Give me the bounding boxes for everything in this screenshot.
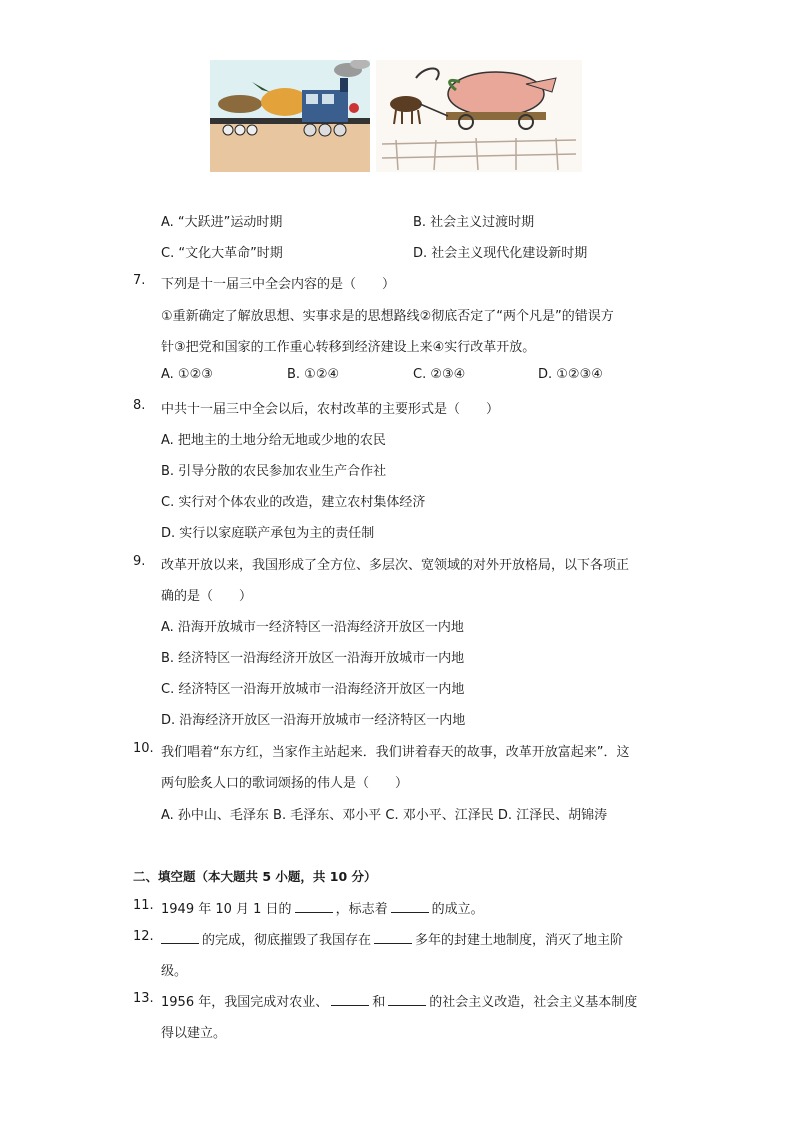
question-number: 8. (133, 398, 146, 413)
q9-stem-line2: 确的是（ ） (161, 589, 253, 604)
q7-statement-line1: ①重新确定了解放思想、实事求是的思想路线②彻底否定了“两个凡是”的错误方 (161, 309, 614, 324)
q9-option-b[interactable]: B. 经济特区一沿海经济开放区一沿海开放城市一内地 (161, 651, 465, 666)
q8-option-b[interactable]: B. 引导分散的农民参加农业生产合作社 (161, 464, 387, 479)
question-number: 9. (133, 554, 146, 569)
answer-blank[interactable] (295, 900, 333, 913)
q12-line2: 级。 (161, 964, 188, 979)
q9-option-c[interactable]: C. 经济特区一沿海开放城市一沿海经济开放区一内地 (161, 682, 465, 697)
q10-stem-line1: 我们唱着“东方红，当家作主站起来．我们讲着春天的故事，改革开放富起来”．这 (161, 745, 630, 760)
poster-cart-image (376, 60, 582, 176)
q7-option-a[interactable]: A. ①②③ (161, 367, 213, 382)
q7-option-b[interactable]: B. ①②④ (287, 367, 340, 382)
answer-blank[interactable] (388, 993, 426, 1006)
q13-text-2: 和 (372, 995, 386, 1010)
question-number: 7. (133, 273, 146, 288)
q13-line1 (161, 991, 637, 1010)
question-number: 13. (133, 991, 154, 1006)
answer-blank[interactable] (161, 931, 199, 944)
question-number: 12. (133, 929, 154, 944)
poster-train-image (210, 60, 370, 176)
q8-option-d[interactable]: D. 实行以家庭联产承包为主的责任制 (161, 526, 375, 541)
q12-text-2: 多年的封建土地制度，消灭了地主阶 (415, 933, 624, 948)
q13-line2: 得以建立。 (161, 1026, 227, 1041)
q11-text-2: ，标志着 (335, 902, 388, 917)
q7-statement-line2: 针③把党和国家的工作重心转移到经济建设上来④实行改革开放。 (161, 340, 536, 355)
q7-option-c[interactable]: C. ②③④ (413, 367, 466, 382)
answer-blank[interactable] (331, 993, 369, 1006)
q10-options[interactable]: A. 孙中山、毛泽东 B. 毛泽东、邓小平 C. 邓小平、江泽民 D. 江泽民、胡锦涛 (161, 808, 608, 823)
section-title: 二、填空题（本大题共 5 小题，共 10 分） (133, 869, 377, 884)
q6-option-b[interactable]: B. 社会主义过渡时期 (413, 215, 535, 230)
q11-text-3: 的成立。 (431, 902, 484, 917)
q8-option-a[interactable]: A. 把地主的土地分给无地或少地的农民 (161, 433, 386, 448)
q6-option-a[interactable]: A. “大跃进”运动时期 (161, 215, 283, 230)
q6-option-d[interactable]: D. 社会主义现代化建设新时期 (413, 246, 588, 261)
q11-text-1: 1949 年 10 月 1 日的 (161, 902, 292, 917)
q9-option-a[interactable]: A. 沿海开放城市一经济特区一沿海经济开放区一内地 (161, 620, 464, 635)
q9-option-d[interactable]: D. 沿海经济开放区一沿海开放城市一经济特区一内地 (161, 713, 466, 728)
q7-stem: 下列是十一届三中全会内容的是（ ） (161, 277, 396, 292)
q8-option-c[interactable]: C. 实行对个体农业的改造，建立农村集体经济 (161, 495, 426, 510)
q12-text-1: 的完成，彻底摧毁了我国存在 (202, 933, 372, 948)
answer-blank[interactable] (374, 931, 412, 944)
q13-text-3: 的社会主义改造，社会主义基本制度 (429, 995, 638, 1010)
q11-line (161, 898, 484, 917)
answer-blank[interactable] (391, 900, 429, 913)
q7-option-d[interactable]: D. ①②③④ (538, 367, 603, 382)
q9-stem-line1: 改革开放以来，我国形成了全方位、多层次、宽领域的对外开放格局，以下各项正 (161, 558, 630, 573)
q10-stem-line2: 两句脍炙人口的歌词颂扬的伟人是（ ） (161, 776, 409, 791)
q13-text-1: 1956 年，我国完成对农业、 (161, 995, 329, 1010)
q8-stem: 中共十一届三中全会以后，农村改革的主要形式是（ ） (161, 402, 500, 417)
question-number: 11. (133, 898, 154, 913)
question-number: 10. (133, 741, 154, 756)
q6-option-c[interactable]: C. “文化大革命”时期 (161, 246, 283, 261)
q12-line1 (161, 929, 623, 948)
